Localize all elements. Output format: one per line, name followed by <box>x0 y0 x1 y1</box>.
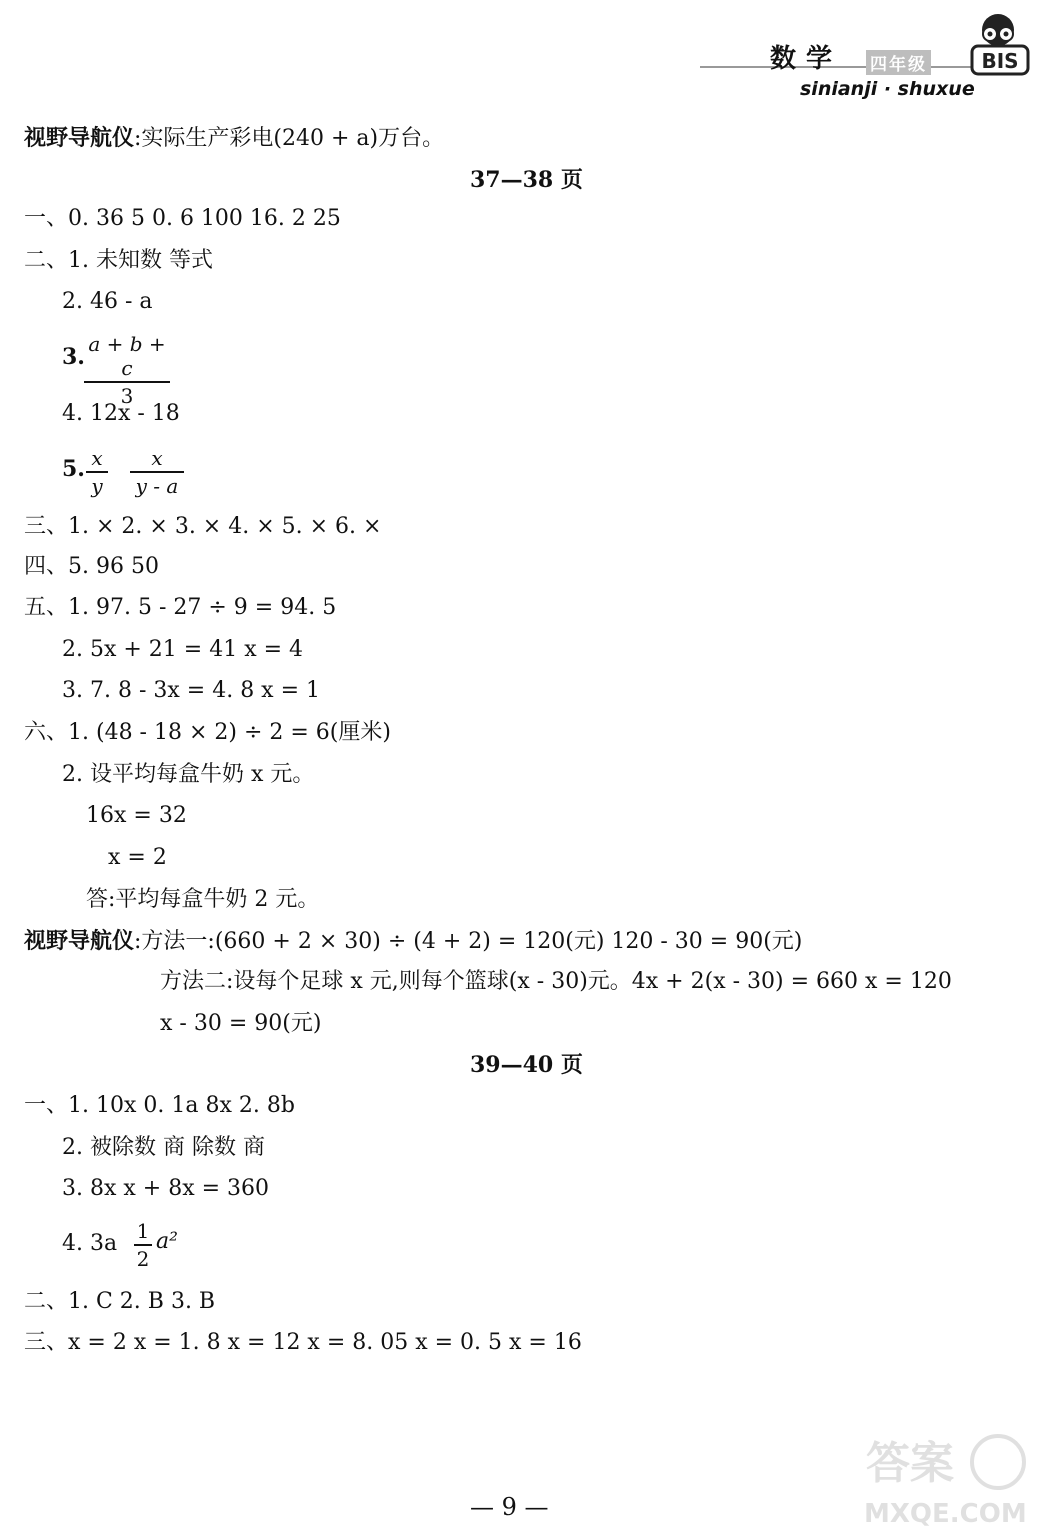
subject-title: 数学 <box>770 44 843 74</box>
watermark-text-bottom: MXQE.COM <box>864 1499 1027 1529</box>
intro-line <box>24 124 444 153</box>
answer-line: 二、1. C 2. B 3. B <box>24 1289 216 1314</box>
fraction <box>134 1219 152 1271</box>
answer-line: 3. 8x x + 8x = 360 <box>62 1176 270 1201</box>
fraction-numerator: x <box>151 446 163 470</box>
answer-line: 三、1. × 2. × 3. × 4. × 5. × 6. × <box>24 514 382 539</box>
answer-line: 三、x = 2 x = 1. 8 x = 12 x = 8. 05 x = 0. 5 x = 16 <box>24 1330 582 1355</box>
answer-line: 一、0. 36 5 0. 6 100 16. 2 25 <box>24 206 341 231</box>
nav-line <box>24 927 802 956</box>
section-title-37-38: 37—38 页 <box>470 167 583 193</box>
fraction <box>130 446 184 498</box>
answer-line: 六、1. (48 - 18 × 2) ÷ 2 = 6(厘米) <box>24 720 391 745</box>
fraction-numerator: x <box>91 446 103 470</box>
answer-line: 一、1. 10x 0. 1a 8x 2. 8b <box>24 1093 295 1118</box>
fraction-denominator: y - a <box>135 474 179 498</box>
fraction-denominator: y <box>91 474 103 498</box>
watermark-text-top: 答案 <box>866 1438 954 1489</box>
answer-label: 3. <box>62 344 85 370</box>
answer-line: 2. 5x + 21 = 41 x = 4 <box>62 637 304 662</box>
nav-method-1: :方法一:(660 + 2 × 30) ÷ (4 + 2) = 120(元) 120 - 30 = 90(元) <box>134 929 803 954</box>
section-title-39-40: 39—40 页 <box>470 1052 583 1078</box>
fraction-numerator: a + b + c <box>88 332 166 380</box>
subject-pinyin: sinianji · shuxue <box>800 78 975 100</box>
fraction-denominator: 3 <box>120 384 134 408</box>
header-rule <box>700 66 1000 68</box>
nav-label: 视野导航仪 <box>24 928 135 954</box>
answer-label: 5. <box>62 456 85 482</box>
answer-line: x = 2 <box>108 845 167 870</box>
grade-label: 四年级 <box>866 50 931 75</box>
answer-line: 答:平均每盒牛奶 2 元。 <box>86 887 320 912</box>
answer-line: 3. 7. 8 - 3x = 4. 8 x = 1 <box>62 678 321 703</box>
answer-line: 4. 12x - 18 <box>62 401 180 426</box>
intro-text: :实际生产彩电(240 + a)万台。 <box>134 126 445 151</box>
answer-line: 2. 46 - a <box>62 289 153 314</box>
answer-line: 16x = 32 <box>86 803 187 828</box>
intro-label: 视野导航仪 <box>24 125 135 151</box>
answer-line: 二、1. 未知数 等式 <box>24 248 213 273</box>
mascot-logo-icon <box>968 10 1032 80</box>
answer-line: 四、5. 96 50 <box>24 554 159 579</box>
fraction <box>86 446 108 498</box>
mascot-badge-text: BIS <box>981 49 1019 73</box>
answer-line: 2. 设平均每盒牛奶 x 元。 <box>62 762 315 787</box>
fraction-denominator: 2 <box>136 1247 150 1271</box>
nav-method-2: 方法二:设每个足球 x 元,则每个篮球(x - 30)元。4x + 2(x - 30) = 660 x = 120 <box>160 969 952 994</box>
answer-line: 2. 被除数 商 除数 商 <box>62 1135 265 1160</box>
page-number: — 9 — <box>470 1493 549 1521</box>
fraction <box>84 332 170 408</box>
answer-line: 五、1. 97. 5 - 27 ÷ 9 = 94. 5 <box>24 595 337 620</box>
answer-label: 4. 3a <box>62 1231 118 1256</box>
nav-method-2-result: x - 30 = 90(元) <box>160 1011 322 1036</box>
fraction-numerator: 1 <box>136 1219 150 1243</box>
answer-tail: a² <box>156 1229 178 1254</box>
watermark-logo-icon <box>860 1430 1030 1530</box>
